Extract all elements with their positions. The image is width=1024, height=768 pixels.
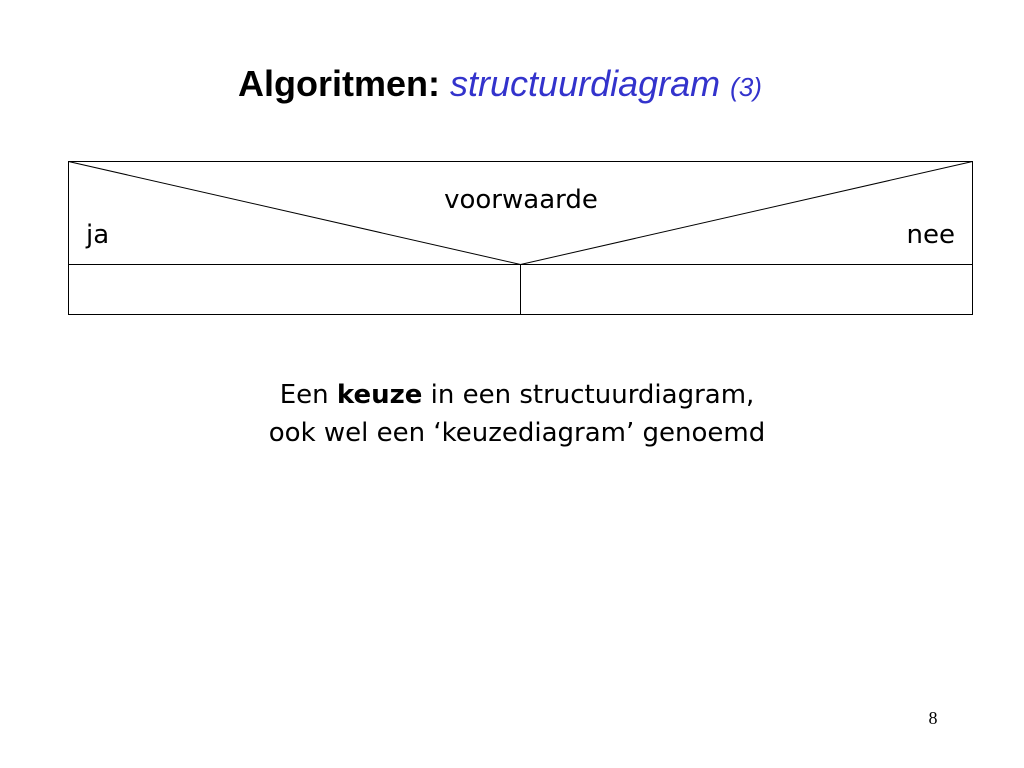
page-number: 8 — [928, 708, 938, 728]
caption-line-1 — [0, 376, 1024, 414]
caption-line-2: ook wel een ‘keuzediagram’ genoemd — [268, 418, 766, 448]
title-main: Algoritmen: — [238, 63, 441, 104]
no-branch-cell — [521, 265, 972, 314]
caption-suffix: in een structuurdiagram, — [430, 380, 755, 410]
no-branch-label: nee — [906, 220, 955, 250]
condition-label: voorwaarde — [444, 185, 598, 215]
yes-branch-label: ja — [86, 220, 110, 250]
caption-prefix: Een — [279, 380, 329, 410]
title-number: (3) — [730, 72, 762, 102]
caption-keyword: keuze — [336, 380, 423, 410]
caption — [0, 376, 1024, 452]
title-subtitle: structuurdiagram — [450, 63, 721, 104]
yes-branch-cell — [69, 265, 520, 314]
